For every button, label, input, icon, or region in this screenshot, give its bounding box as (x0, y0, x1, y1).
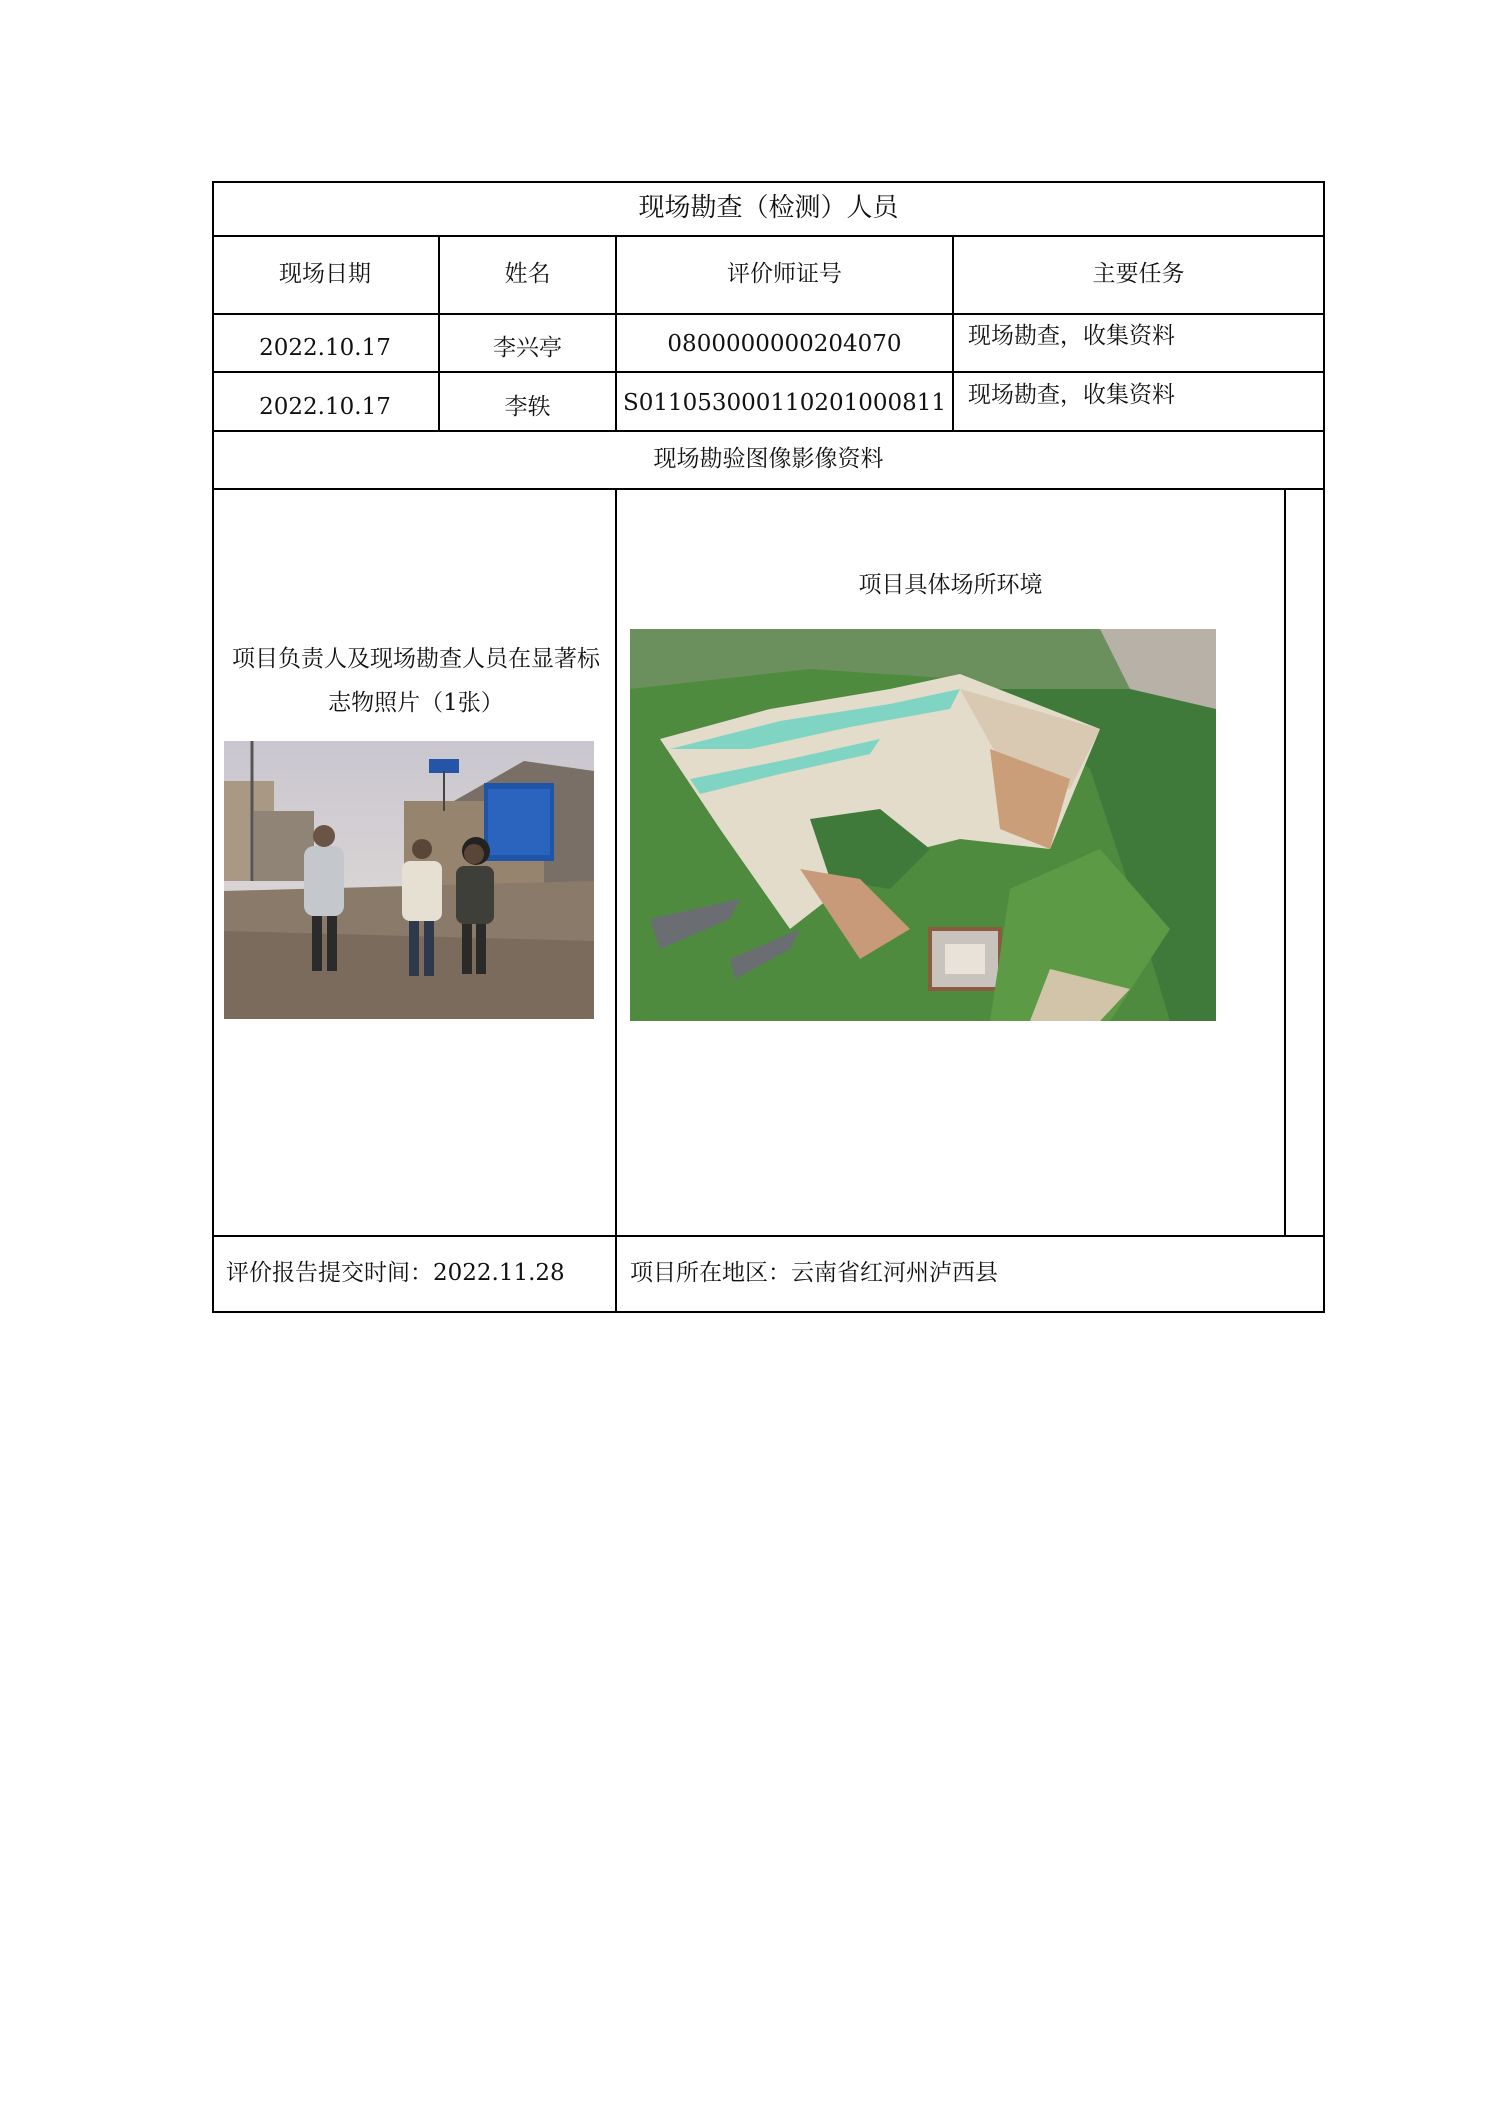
row-divider (212, 371, 1325, 373)
col-divider (1284, 488, 1286, 1235)
header-task: 主要任务 (1092, 261, 1185, 288)
header-date: 现场日期 (279, 261, 371, 288)
table-border-bottom (212, 1311, 1325, 1313)
row2-date: 2022.10.17 (259, 394, 391, 421)
row1-cert: 0800000000204070 (667, 331, 902, 358)
row-divider (212, 488, 1325, 490)
row-divider (212, 1235, 1325, 1237)
image-section-title: 现场勘验图像影像资料 (653, 446, 884, 473)
row1-task: 现场勘查，收集资料 (968, 323, 1175, 350)
section-title: 现场勘查（检测）人员 (638, 193, 899, 224)
submit-time: 评价报告提交时间：2022.11.28 (226, 1260, 565, 1287)
team-photo (224, 741, 594, 1019)
row2-cert: S011053000110201000811 (622, 390, 947, 417)
right-caption: 项目具体场所环境 (858, 572, 1043, 599)
header-name: 姓名 (504, 261, 551, 288)
row2-task: 现场勘查，收集资料 (968, 382, 1175, 409)
row1-date: 2022.10.17 (259, 335, 391, 362)
survey-table (212, 181, 1325, 1313)
header-cert: 评价师证号 (727, 261, 842, 288)
row2-name: 李轶 (504, 394, 551, 421)
col-divider (615, 488, 617, 1313)
row1-name: 李兴亭 (493, 335, 562, 362)
site-aerial-photo (630, 629, 1216, 1021)
project-location: 项目所在地区：云南省红河州泸西县 (630, 1260, 998, 1287)
left-caption: 项目负责人及现场勘查人员在显著标志物照片（1张） (232, 646, 600, 716)
table-border-right (1323, 181, 1325, 1313)
